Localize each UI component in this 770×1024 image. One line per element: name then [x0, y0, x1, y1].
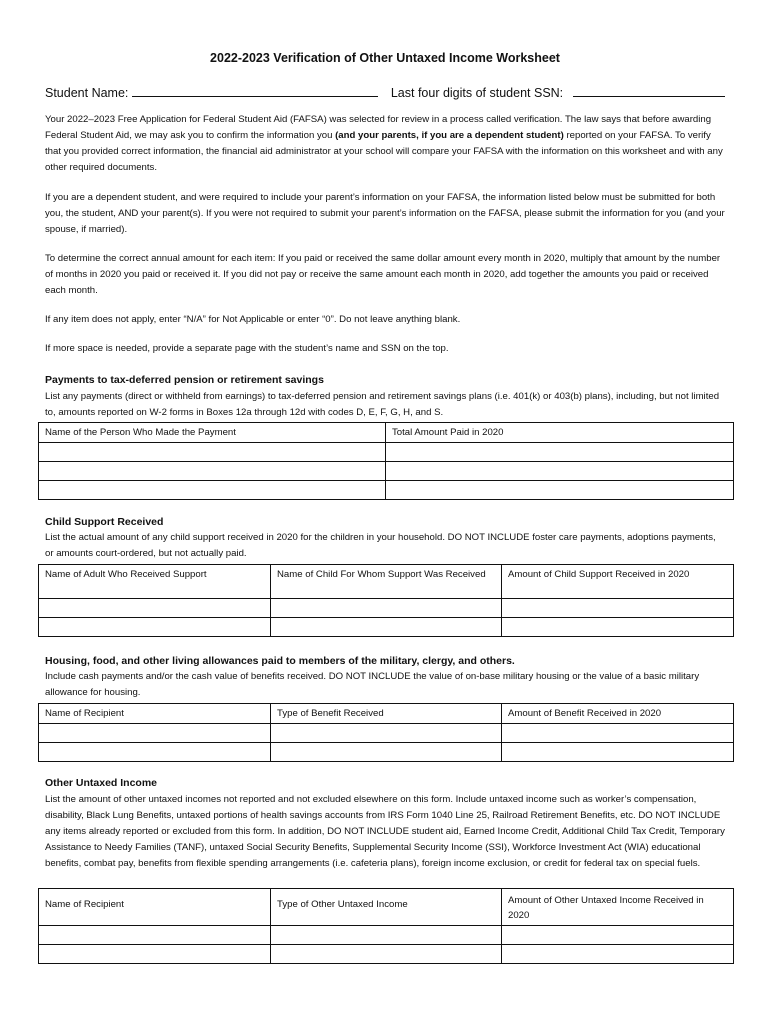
- child-support-col-header-amount: Amount of Child Support Received in 2020: [502, 565, 734, 599]
- child-support-table: [38, 564, 734, 637]
- pension-table: [38, 422, 734, 500]
- table-row: [39, 481, 734, 500]
- housing-heading: Housing, food, and other living allowances paid to members of the military, clergy, and others.: [45, 655, 515, 667]
- pension-name-cell[interactable]: [39, 462, 386, 481]
- table-row: [39, 743, 734, 762]
- intro-paragraph-5: If more space is needed, provide a separate page with the student’s name and SSN on the top.: [45, 343, 449, 354]
- other-recipient-cell[interactable]: [39, 945, 271, 964]
- intro-paragraph-2: If you are a dependent student, and were required to include your parent’s information on your FAFSA, the information listed below must be submitted for both you, the student, AND your parent(s). If you were not required to submit your parent’s information on the FAFSA, please submit the information for you (and your spouse, if married).: [45, 192, 725, 235]
- intro-p1-bold: (and your parents, if you are a dependent student): [335, 130, 564, 141]
- housing-amount-cell[interactable]: [502, 724, 734, 743]
- other-recipient-cell[interactable]: [39, 926, 271, 945]
- table-row: [39, 724, 734, 743]
- student-name-field[interactable]: [132, 85, 378, 97]
- housing-col-header-type: Type of Benefit Received: [271, 704, 502, 724]
- other-col-header-amount: Amount of Other Untaxed Income Received in 2020: [502, 889, 734, 926]
- intro-p1-text: Your 2022–2023 Free Application for Federal Student Aid (FAFSA) was selected for review in a process called verification. The law says that before awarding Federal Student Aid, we may ask you to confirm the information you: [45, 114, 712, 141]
- child-support-child-cell[interactable]: [271, 618, 502, 637]
- pension-amount-cell[interactable]: [386, 481, 734, 500]
- pension-amount-cell[interactable]: [386, 462, 734, 481]
- housing-description: Include cash payments and/or the cash value of benefits received. DO NOT INCLUDE the value of on-base military housing or the value of a basic military allowance for housing.: [45, 671, 700, 698]
- ssn-field[interactable]: [573, 85, 725, 97]
- child-support-heading: Child Support Received: [45, 516, 164, 528]
- other-income-table: [38, 888, 734, 964]
- other-col-header-type: Type of Other Untaxed Income: [271, 889, 502, 926]
- child-support-adult-cell[interactable]: [39, 618, 271, 637]
- ssn-label: Last four digits of student SSN:: [390, 86, 564, 100]
- page-title: 2022-2023 Verification of Other Untaxed Income Worksheet: [210, 51, 560, 65]
- intro-p1-text-end: reported on your FAFSA. To verify that you provided correct information, the financial aid administrator at your school will compare your FAFSA with the information on this worksheet and with any other required documents.: [45, 130, 723, 173]
- child-support-amount-cell[interactable]: [502, 618, 734, 637]
- table-row: [39, 945, 734, 964]
- table-row: [39, 599, 734, 618]
- other-col-header-recipient: Name of Recipient: [39, 889, 271, 926]
- other-amount-cell[interactable]: [502, 945, 734, 964]
- other-income-description: List the amount of other untaxed incomes not reported and not excluded elsewhere on this form. Include untaxed income such as worker’s compensation, disability, Black Lung Benefits, untaxed portions of health savings accounts from IRS Form 1040 Line 25, Railroad Retirement Benefits, etc. DO NOT INCLUDE any items already reported or excluded from this form. In addition, DO NOT INCLUDE student aid, Earned Income Credit, Additional Child Tax Credit, Temporary Assistance to Needy Families (TANF), untaxed Social Security Benefits, Supplemental Security Income (SSI), Workforce Investment Act (WIA) educational benefits, combat pay, benefits from flexible spending arrangements (i.e. cafeteria plans), foreign income exclusion, or credit for federal tax on special fuels.: [45, 794, 725, 869]
- intro-paragraph-4: If any item does not apply, enter “N/A” for Not Applicable or enter “0”. Do not leave anything blank.: [45, 314, 461, 325]
- intro-paragraph-3: To determine the correct annual amount for each item: If you paid or received the same dollar amount every month in 2020, multiply that amount by the number of months in 2020 you paid or received it. If you did not pay or receive the same amount each month in 2020, add together the amounts you paid or received each month.: [45, 253, 721, 296]
- child-support-adult-cell[interactable]: [39, 599, 271, 618]
- intro-paragraph-1: [45, 112, 725, 176]
- pension-col-header-amount: Total Amount Paid in 2020: [386, 423, 734, 443]
- pension-amount-cell[interactable]: [386, 443, 734, 462]
- child-support-col-header-adult: Name of Adult Who Received Support: [39, 565, 271, 599]
- pension-name-cell[interactable]: [39, 443, 386, 462]
- pension-heading: Payments to tax-deferred pension or retirement savings: [45, 374, 324, 386]
- table-row: [39, 926, 734, 945]
- pension-name-cell[interactable]: [39, 481, 386, 500]
- housing-col-header-amount: Amount of Benefit Received in 2020: [502, 704, 734, 724]
- other-type-cell[interactable]: [271, 945, 502, 964]
- child-support-child-cell[interactable]: [271, 599, 502, 618]
- table-row: [39, 462, 734, 481]
- child-support-amount-cell[interactable]: [502, 599, 734, 618]
- pension-col-header-name: Name of the Person Who Made the Payment: [39, 423, 386, 443]
- child-support-description: List the actual amount of any child support received in 2020 for the children in your household. DO NOT INCLUDE foster care payments, adoptions payments, or amounts court-ordered, but not actually paid.: [45, 532, 716, 559]
- other-amount-cell[interactable]: [502, 926, 734, 945]
- housing-col-header-recipient: Name of Recipient: [39, 704, 271, 724]
- housing-recipient-cell[interactable]: [39, 724, 271, 743]
- housing-amount-cell[interactable]: [502, 743, 734, 762]
- housing-recipient-cell[interactable]: [39, 743, 271, 762]
- child-support-col-header-child: Name of Child For Whom Support Was Received: [271, 565, 502, 599]
- student-name-label: Student Name:: [45, 86, 129, 100]
- other-income-heading: Other Untaxed Income: [45, 777, 158, 789]
- housing-type-cell[interactable]: [271, 724, 502, 743]
- other-type-cell[interactable]: [271, 926, 502, 945]
- housing-table: [38, 703, 734, 762]
- table-row: [39, 618, 734, 637]
- student-info-line: [45, 85, 725, 100]
- housing-type-cell[interactable]: [271, 743, 502, 762]
- pension-description: List any payments (direct or withheld from earnings) to tax-deferred pension and retirement savings plans (i.e. 401(k) or 403(b) plans), including, but not limited to, amounts reported on W-2 forms in Boxes 12a through 12d with codes D, E, F, G, H, and S.: [45, 391, 720, 418]
- table-row: [39, 443, 734, 462]
